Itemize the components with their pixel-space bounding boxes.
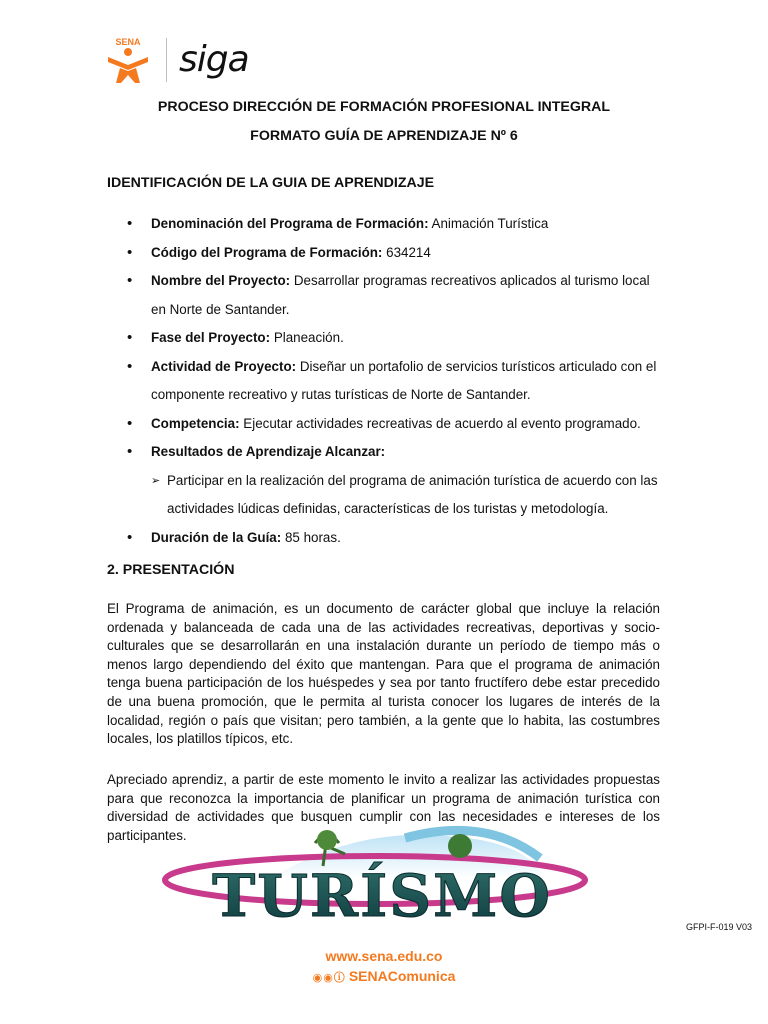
document-title-line2: FORMATO GUÍA DE APRENDIZAJE Nº 6 (250, 128, 518, 144)
list-item (107, 267, 667, 324)
bullet-dot: • (127, 243, 133, 261)
list-item (107, 324, 667, 353)
logo-divider (166, 38, 167, 82)
item-value: 634214 (386, 244, 431, 260)
presentation-paragraph-1: El Programa de animación, es un documento de carácter global que incluye la relación ordenada y balanceada de cada una de las actividades recreativas, deportivas y socio-culturales que se desarrollarán en una instalación durante un período de tiempo más o menos largo dependiendo del éxito que mantengan. Para que el programa de animación tenga buena participación de los huéspedes y sea por tanto fructífero debe estar precedido de una buena promoción, que le permita al turista conocer los lugares de interés de la localidad, región o país que visitan; pero también, a la gente que lo habita, las costumbres locales, los platillos típicos, etc. (107, 601, 660, 747)
bullet-dot: • (127, 357, 133, 375)
item-label: Código del Programa de Formación: (151, 244, 383, 260)
item-label: Nombre del Proyecto: (151, 273, 291, 288)
item-label: Fase del Proyecto: (151, 330, 271, 345)
list-item (107, 524, 667, 553)
arrow-bullet-icon: ➢ (151, 474, 161, 487)
item-value: Desarrollar programas recreativos aplicados al turismo local en Norte de Santander. (151, 273, 650, 317)
turismo-illustration (155, 818, 610, 930)
list-item (107, 438, 667, 467)
item-value: 85 horas. (284, 529, 341, 545)
item-label: Resultados de Aprendizaje Alcanzar: (151, 444, 386, 459)
item-label: Duración de la Guía: (151, 529, 282, 545)
identification-list (107, 210, 667, 552)
result-text: Participar en la realización del programa de animación turística de acuerdo con las actividades lúdicas definidas, características de los turistas y metodología. (167, 472, 658, 516)
sena-logo-text: SENA (115, 37, 141, 47)
bullet-dot: • (127, 215, 133, 232)
list-item (107, 353, 667, 410)
presentation-paragraph-2: Apreciado aprendiz, a partir de este momento le invito a realizar las actividades propuestas para que reconozca la importancia de planificar un programa de animación turística con diversidad de actividades que busquen cumplir con las necesidades e intereses de los participantes. (107, 772, 660, 843)
item-value: Planeación. (273, 330, 344, 345)
presentation-heading: 2. PRESENTACIÓN (107, 562, 235, 578)
list-item (107, 210, 667, 239)
bullet-dot: • (127, 272, 133, 289)
item-value: Animación Turística (431, 216, 549, 231)
item-value: Diseñar un portafolio de servicios turísticos articulado con el componente recreativo y rutas turísticas de Norte de Santander. (151, 358, 657, 402)
footer-website-link[interactable]: www.sena.edu.co (325, 948, 443, 964)
bullet-dot: • (127, 329, 133, 346)
turismo-word: TURÍSMO (212, 862, 552, 930)
social-media-icons: ◉◉ⓘ (312, 972, 346, 984)
item-label: Denominación del Programa de Formación: (151, 216, 429, 231)
result-sub-item (107, 467, 667, 524)
footer-social (0, 968, 768, 985)
item-label: Actividad de Proyecto: (151, 358, 297, 374)
sena-logo (104, 35, 152, 85)
siga-logo: siga (179, 39, 249, 80)
header-logos (104, 34, 249, 86)
bullet-dot: • (127, 414, 133, 432)
item-label: Competencia: (151, 415, 240, 431)
footer-social-handle[interactable]: SENAComunica (348, 968, 456, 984)
bullet-dot: • (127, 528, 133, 546)
identification-heading: IDENTIFICACIÓN DE LA GUIA DE APRENDIZAJE (107, 175, 435, 191)
form-code: GFPI-F-019 V03 (686, 922, 753, 932)
list-item (107, 239, 667, 268)
document-title-line1: PROCESO DIRECCIÓN DE FORMACIÓN PROFESIONAL INTEGRAL (157, 99, 611, 115)
bullet-dot: • (127, 443, 133, 460)
list-item (107, 410, 667, 439)
item-value: Ejecutar actividades recreativas de acuerdo al evento programado. (243, 415, 641, 431)
